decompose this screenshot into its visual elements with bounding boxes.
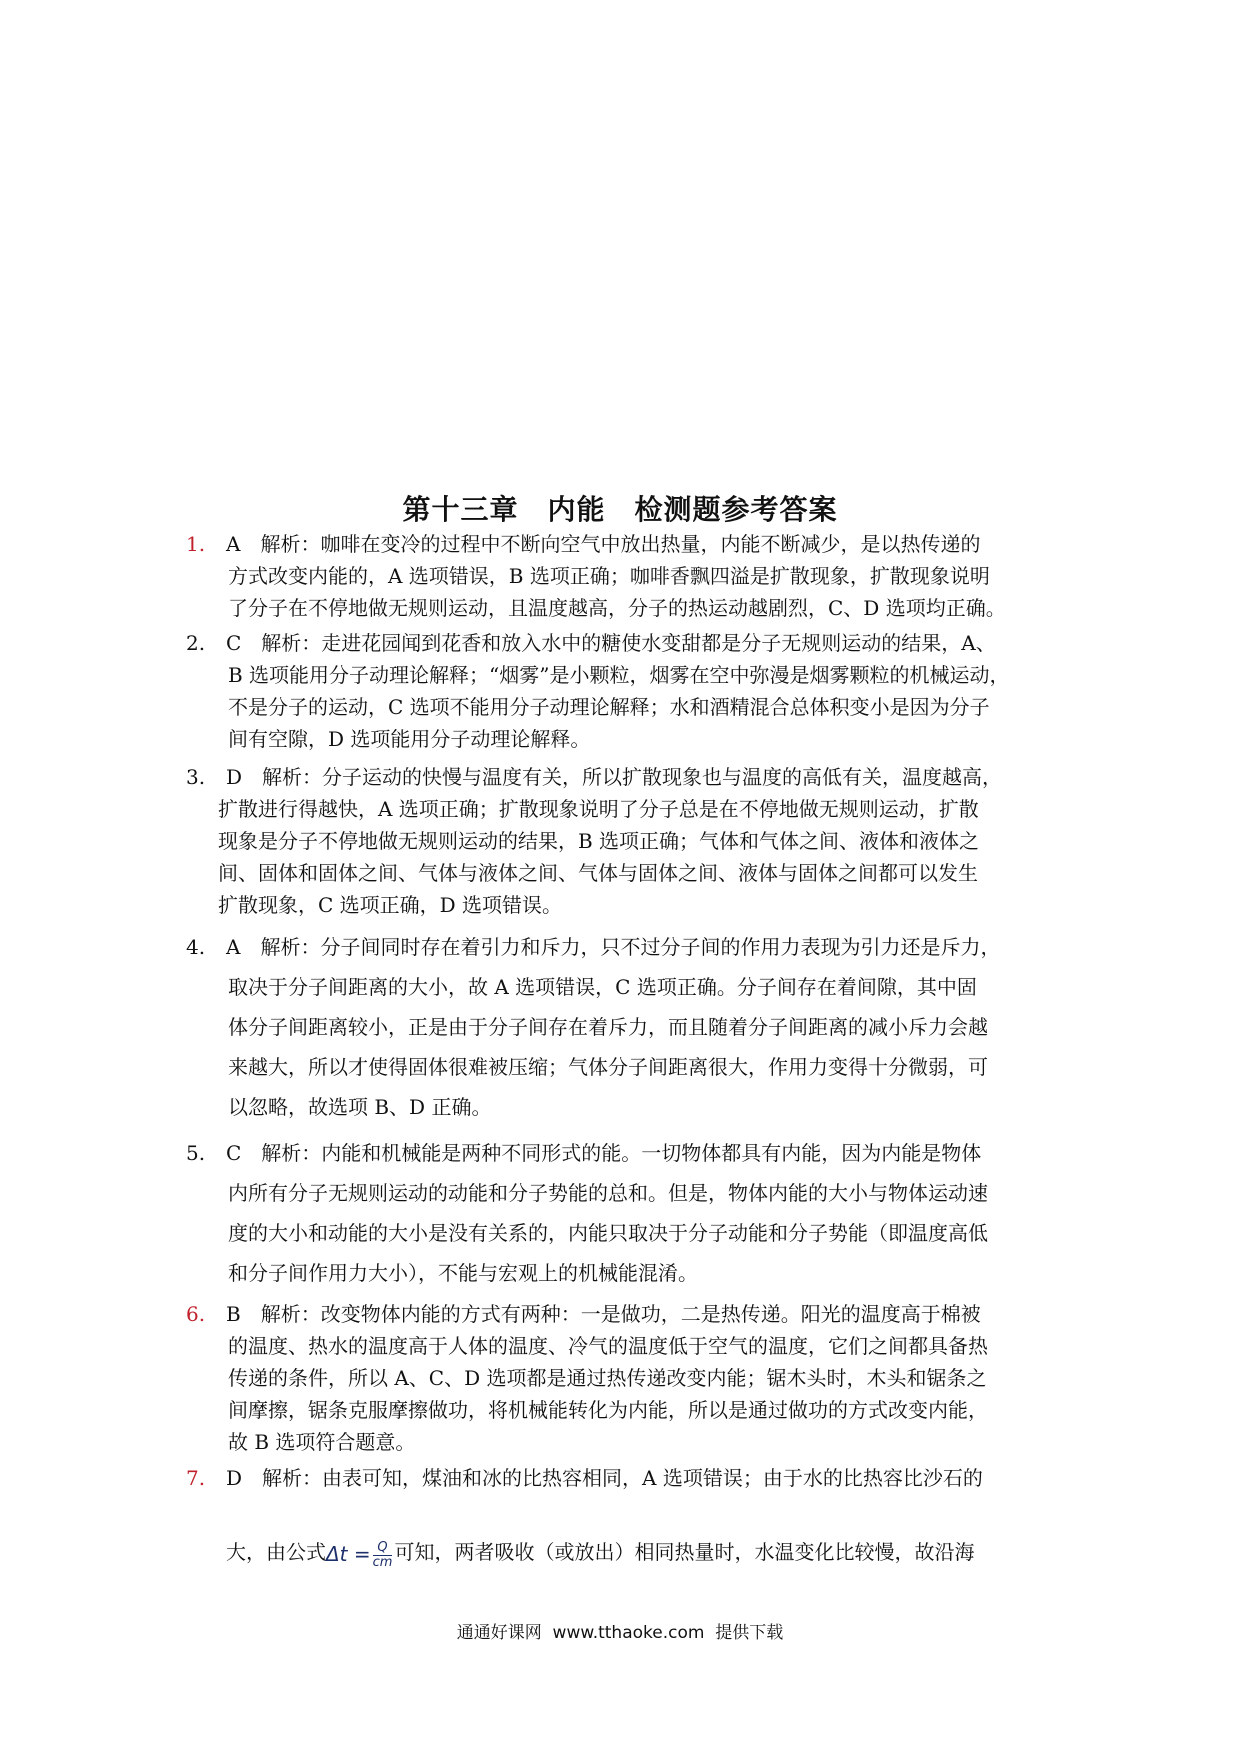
item-line: 来越大，所以才使得固体很难被压缩；气体分子间距离很大，作用力变得十分微弱，可 [228,1055,988,1079]
item-line: 扩散进行得越快，A 选项正确；扩散现象说明了分子总是在不停地做无规则运动，扩散 [218,797,979,821]
page-title: 第十三章 内能 检测题参考答案 [402,493,838,526]
formula [326,1534,394,1574]
item-line: C 解析：走进花园闻到花香和放入水中的糖使水变甜都是分子无规则运动的结果，A、 [226,631,996,655]
item-number: 4. [186,935,206,959]
item-line: 以忽略，故选项 B、D 正确。 [228,1095,492,1119]
item-number: 2. [186,631,206,655]
formula-line-after: 可知，两者吸收（或放出）相同热量时，水温变化比较慢，故沿海 [394,1540,975,1564]
item-line: 的温度、热水的温度高于人体的温度、冷气的温度低于空气的温度，它们之间都具备热 [228,1334,988,1358]
item-line: B 解析：改变物体内能的方式有两种：一是做功，二是热传递。阳光的温度高于棉被 [226,1302,981,1326]
item-line: C 解析：内能和机械能是两种不同形式的能。一切物体都具有内能，因为内能是物体 [226,1141,982,1165]
formula-line [226,1532,1054,1572]
item-line: 内所有分子无规则运动的动能和分子势能的总和。但是，物体内能的大小与物体运动速 [228,1181,988,1205]
item-number: 6. [186,1302,206,1326]
item-line: B 选项能用分子动理论解释；“烟雾”是小颗粒，烟雾在空中弥漫是烟雾颗粒的机械运动， [228,663,1010,687]
item-number: 7. [186,1466,206,1490]
item-line: 故 B 选项符合题意。 [228,1430,416,1454]
item-number: 1. [186,532,206,556]
item-number: 3. [186,765,206,789]
item-line: 现象是分子不停地做无规则运动的结果，B 选项正确；气体和气体之间、液体和液体之 [218,829,980,853]
item-line: 间、固体和固体之间、气体与液体之间、气体与固体之间、液体与固体之间都可以发生 [218,861,978,885]
item-number: 5. [186,1141,206,1165]
item-line: 取决于分子间距离的大小，故 A 选项错误，C 选项正确。分子间存在着间隙，其中固 [228,975,977,999]
item-line: 传递的条件，所以 A、C、D 选项都是通过热传递改变内能；锯木头时，木头和锯条之 [228,1366,987,1390]
item-line: 间摩擦，锯条克服摩擦做功，将机械能转化为内能，所以是通过做功的方式改变内能， [228,1398,988,1422]
fraction-numerator: Q [377,1539,388,1555]
item-body [226,927,1054,1127]
item-line: 扩散现象，C 选项正确，D 选项错误。 [218,893,563,917]
item-line: 了分子在不停地做无规则运动，且温度越高，分子的热运动越剧烈，C、D 选项均正确。 [228,596,1006,620]
item-line: 不是分子的运动，C 选项不能用分子动理论解释；水和酒精混合总体积变小是因为分子 [228,695,990,719]
item-line: A 解析：分子间同时存在着引力和斥力，只不过分子间的作用力表现为引力还是斥力， [226,935,1001,959]
item-body [226,1298,1054,1458]
item-line: 度的大小和动能的大小是没有关系的，内能只取决于分子动能和分子势能（即温度高低 [228,1221,988,1245]
item-line: 方式改变内能的，A 选项错误，B 选项正确；咖啡香飘四溢是扩散现象，扩散现象说明 [228,564,990,588]
item-line: 和分子间作用力大小），不能与宏观上的机械能混淆。 [228,1261,698,1285]
item-body [226,528,1054,624]
formula-line-before: 大，由公式 [226,1540,326,1564]
item-line: A 解析：咖啡在变冷的过程中不断向空气中放出热量，内能不断减少，是以热传递的 [226,532,981,556]
item-line: 间有空隙，D 选项能用分子动理论解释。 [228,727,591,751]
item-line: D 解析：由表可知，煤油和冰的比热容相同，A 选项错误；由于水的比热容比沙石的 [226,1466,983,1490]
item-line: 体分子间距离较小，正是由于分子间存在着斥力，而且随着分子间距离的减小斥力会越 [228,1015,988,1039]
item-line: D 解析：分子运动的快慢与温度有关，所以扩散现象也与温度的高低有关，温度越高， [226,765,1003,789]
item-body [226,1462,1054,1494]
formula-fraction [373,1541,393,1570]
page-footer: 通通好课网 www.tthaoke.com 提供下载 [456,1623,784,1643]
item-body [218,761,1054,921]
item-body [226,1133,1054,1293]
formula-lhs: Δt = [326,1541,371,1566]
fraction-denominator: cm [372,1554,393,1570]
item-body [226,627,1054,755]
